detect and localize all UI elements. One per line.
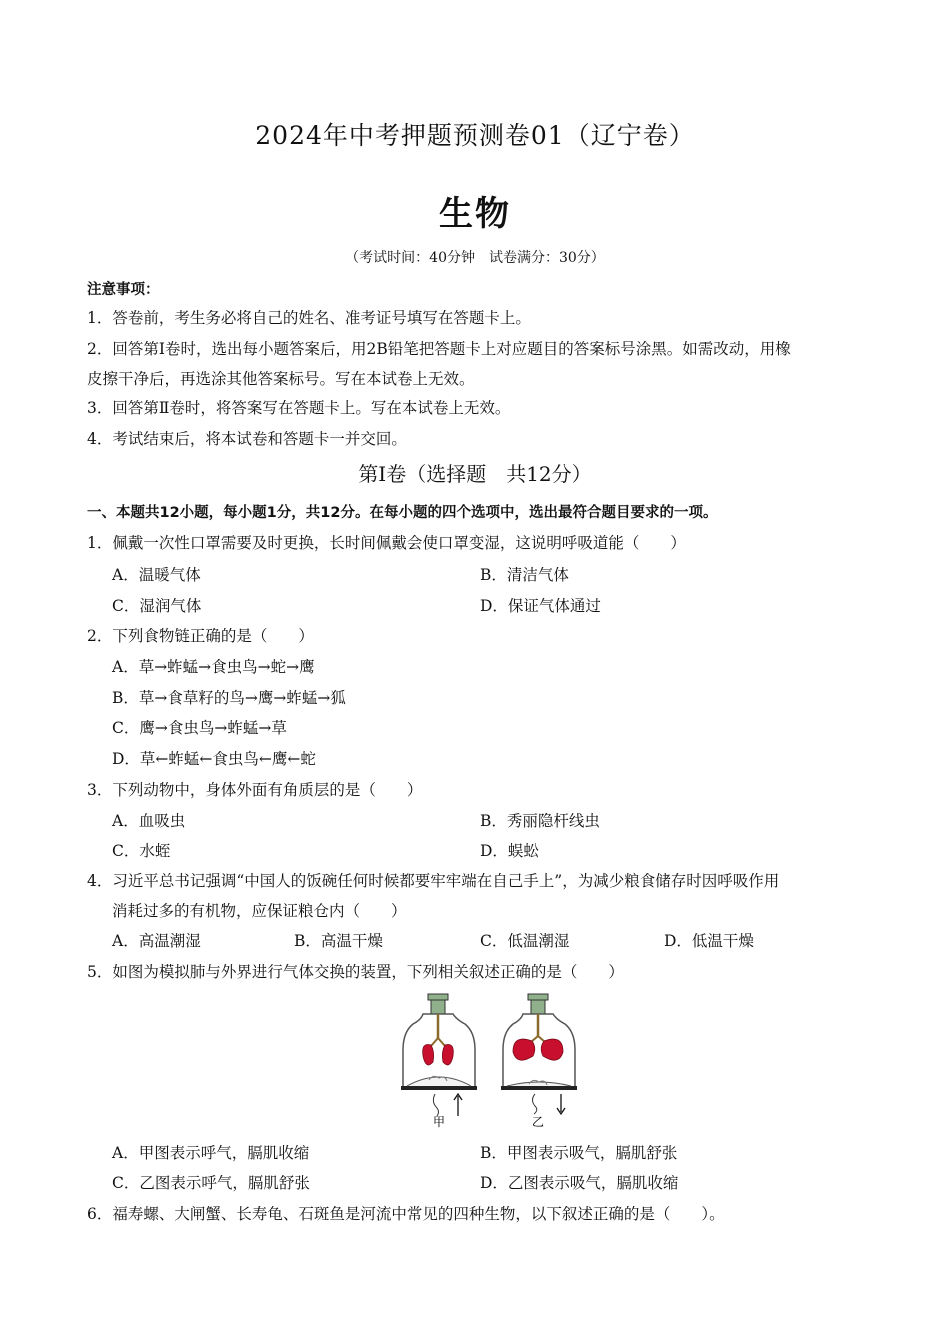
option-c: C．低温潮湿 [480, 932, 570, 950]
note-item: 1．答卷前，考生务必将自己的姓名、准考证号填写在答题卡上。 [87, 309, 531, 327]
lung-model-figure [395, 990, 595, 1130]
bell-jar-right [501, 994, 577, 1114]
option-a: A．甲图表示呼气，膈肌收缩 [112, 1144, 310, 1162]
hand-icon [433, 1094, 438, 1116]
figure-label-left: 甲 [432, 1115, 446, 1129]
exam-info: （考试时间：40分钟 试卷满分：30分） [345, 250, 605, 266]
option-b: B．清洁气体 [480, 566, 569, 584]
option-c: C．湿润气体 [112, 597, 202, 615]
option-b: B．草→食草籽的鸟→鹰→蚱蜢→狐 [112, 689, 346, 707]
question-stem-continued: 消耗过多的有机物，应保证粮仓内（ ） [112, 902, 407, 920]
exam-title: 2024年中考押题预测卷01（辽宁卷） [255, 121, 695, 150]
option-b: B．甲图表示吸气，膈肌舒张 [480, 1144, 678, 1162]
option-b: B．高温干燥 [294, 932, 383, 950]
option-d: D．蜈蚣 [480, 842, 539, 860]
hand-icon [533, 1094, 537, 1114]
option-d: D．低温干燥 [664, 932, 754, 950]
figure-label-right: 乙 [531, 1115, 545, 1129]
option-a: A．高温潮湿 [112, 932, 201, 950]
option-b: B．秀丽隐杆线虫 [480, 812, 600, 830]
note-item: 3．回答第Ⅱ卷时，将答案写在答题卡上。写在本试卷上无效。 [87, 399, 511, 417]
question-stem: 3．下列动物中，身体外面有角质层的是（ ） [87, 781, 423, 799]
option-a: A．温暖气体 [112, 566, 201, 584]
note-item: 4．考试结束后，将本试卷和答题卡一并交回。 [87, 430, 407, 448]
option-d: D．草←蚱蜢←食虫鸟←鹰←蛇 [112, 750, 316, 768]
option-a: A．草→蚱蜢→食虫鸟→蛇→鹰 [112, 658, 315, 676]
note-item-continued: 皮擦干净后，再选涂其他答案标号。写在本试卷上无效。 [87, 370, 475, 388]
option-d: D．保证气体通过 [480, 597, 601, 615]
lung-balloon-left [513, 1039, 535, 1060]
option-d: D．乙图表示吸气，膈肌收缩 [480, 1174, 679, 1192]
option-a: A．血吸虫 [112, 812, 186, 830]
subject-title: 生物 [439, 194, 511, 234]
note-item: 2．回答第Ⅰ卷时，选出每小题答案后，用2B铅笔把答题卡上对应题目的答案标号涂黑。如需改动，用橡 [87, 340, 791, 358]
question-stem: 1．佩戴一次性口罩需要及时更换，长时间佩戴会使口罩变湿，这说明呼吸道能（ ） [87, 534, 686, 552]
option-c: C．乙图表示呼气，膈肌舒张 [112, 1174, 310, 1192]
section-title: 第Ⅰ卷（选择题 共12分） [358, 462, 592, 486]
option-c: C．鹰→食虫鸟→蚱蜢→草 [112, 719, 287, 737]
question-stem: 5．如图为模拟肺与外界进行气体交换的装置，下列相关叙述正确的是（ ） [87, 963, 624, 981]
question-stem: 2．下列食物链正确的是（ ） [87, 627, 314, 645]
option-c: C．水蛭 [112, 842, 171, 860]
lung-balloon-right [541, 1039, 563, 1060]
question-stem: 4．习近平总书记强调“中国人的饭碗任何时候都要牢牢端在自己手上”，为减少粮食储存时因呼吸作用 [87, 872, 780, 890]
notes-heading: 注意事项： [87, 282, 160, 298]
section-instruction: 一、本题共12小题，每小题1分，共12分。在每小题的四个选项中，选出最符合题目要求的一项。 [87, 505, 718, 521]
question-stem: 6．福寿螺、大闸蟹、长寿龟、石斑鱼是河流中常见的四种生物，以下叙述正确的是（ ）。 [87, 1205, 725, 1223]
bell-jar-left [401, 994, 477, 1116]
